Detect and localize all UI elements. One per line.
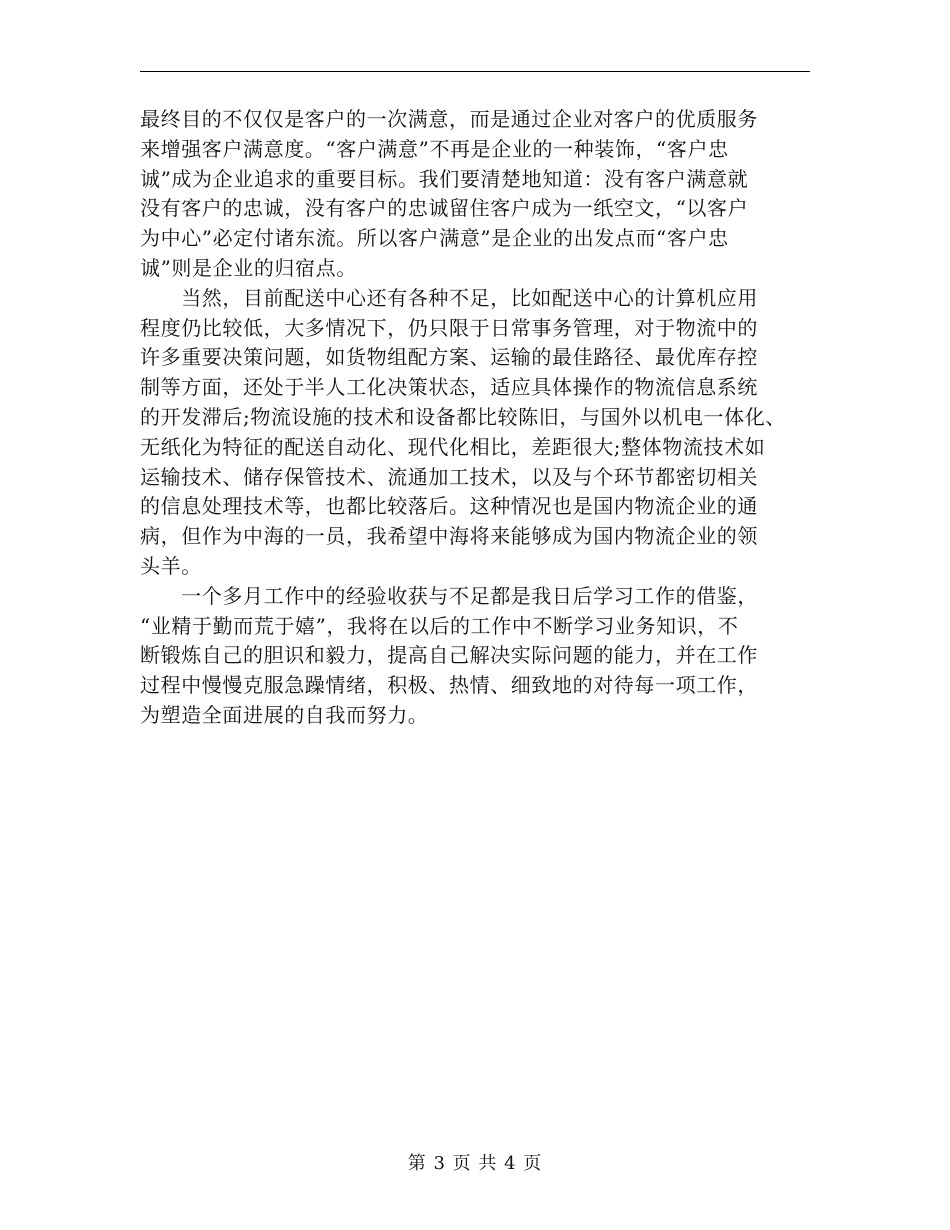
body-line: 为中心”必定付诸东流。所以客户满意”是企业的出发点而“客户忠: [140, 226, 729, 251]
body-line: 头羊。: [140, 553, 202, 578]
body-line: 许多重要决策问题，如货物组配方案、运输的最佳路径、最优库存控: [140, 345, 758, 370]
body-line: 病，但作为中海的一员，我希望中海将来能够成为国内物流企业的领: [140, 524, 758, 549]
body-line: 运输技术、储存保管技术、流通加工技术，以及与个环节都密切相关: [140, 464, 758, 489]
body-line: 没有客户的忠诚，没有客户的忠诚留住客户成为一纸空文，“以客户: [140, 196, 749, 221]
body-line: 最终目的不仅仅是客户的一次满意，而是通过企业对客户的优质服务: [140, 107, 758, 131]
document-body: [140, 105, 820, 731]
body-line: 的信息处理技术等，也都比较落后。这种情况也是国内物流企业的通: [140, 494, 758, 519]
body-line: 程度仍比较低，大多情况下，仍只限于日常事务管理，对于物流中的: [140, 315, 758, 340]
body-line: 无纸化为特征的配送自动化、现代化相比，差距很大;整体物流技术如: [140, 434, 766, 459]
body-line: 当然，目前配送中心还有各种不足，比如配送中心的计算机应用: [140, 285, 758, 310]
body-line: “业精于勤而荒于嬉”，我将在以后的工作中不断学习业务知识，不: [140, 613, 739, 638]
body-line: 一个多月工作中的经验收获与不足都是我日后学习工作的借鉴，: [140, 583, 758, 608]
page-number-footer: 第 3 页 共 4 页: [407, 1153, 543, 1174]
body-line: 过程中慢慢克服急躁情绪，积极、热情、细致地的对待每一项工作，: [140, 673, 758, 698]
body-line: 来增强客户满意度。“客户满意”不再是企业的一种装饰，“客户忠: [140, 136, 729, 161]
body-line: 诚”成为企业追求的重要目标。我们要清楚地知道：没有客户满意就: [140, 166, 749, 191]
body-line: 诚”则是企业的归宿点。: [140, 255, 357, 280]
body-line: 制等方面，还处于半人工化决策状态，适应具体操作的物流信息系统: [140, 375, 758, 400]
body-line: 的开发滞后;物流设施的技术和设备都比较陈旧，与国外以机电一体化、: [140, 404, 786, 429]
body-line: 断锻炼自己的胆识和毅力，提高自己解决实际问题的能力，并在工作: [140, 643, 758, 668]
body-line: 为塑造全面进展的自我而努力。: [140, 702, 429, 727]
header-rule: [140, 71, 810, 72]
